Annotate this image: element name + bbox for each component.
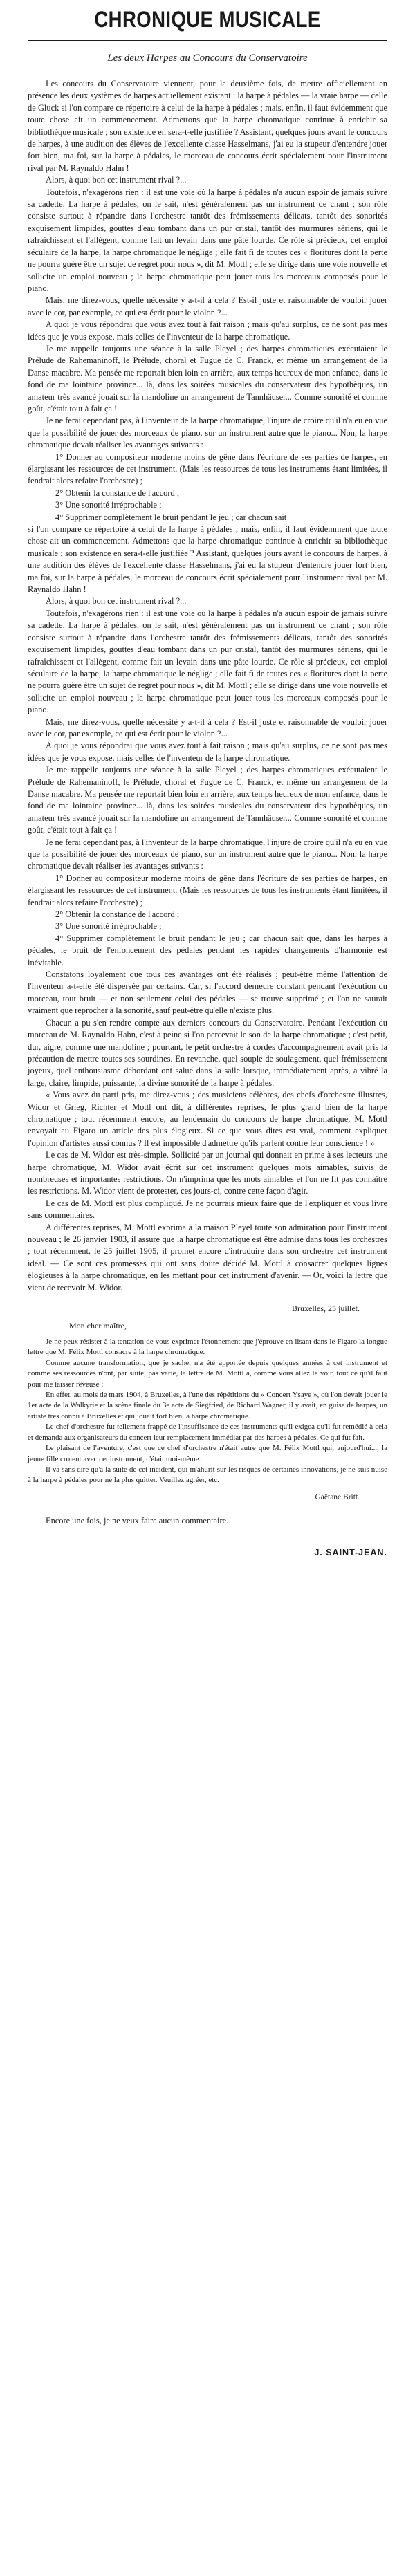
letter-body	[28, 1337, 387, 1486]
paragraph: Je ne ferai cependant pas, à l'inventeur de la harpe chromatique, l'injure de croire qu'il n'a eu en vue que la possibilité de jouer des morceaux de piano, sur un instrument autre que le piano... Non, la harpe chromatique devait réaliser les avantages suivants :	[28, 416, 387, 450]
paragraph: Le cas de M. Widor est très-simple. Sollicité par un journal qui donnait en prime à ses lecteurs une harpe chromatique, M. Widor avait écrit sur cet instrument quelques mots aimables, suivis de nombreuses et importantes restrictions. On n'imprima que les mots aimables et l'on ne fit pas connaître les restrictions. M. Widor vient de protester, ces jours-ci, contre cette façon d'agir.	[28, 1150, 387, 1196]
letter-paragraph: Je ne peux résister à la tentation de vous exprimer l'étonnement que j'éprouve en lisant dans le Figaro la longue lettre que M. Félix Mottl consacre à la harpe chromatique.	[28, 1337, 387, 1357]
closing-line: Encore une fois, je ne veux faire aucun commentaire.	[46, 1515, 229, 1526]
paragraph: Mais, me direz-vous, quelle nécessité y a-t-il à cela ? Est-il juste et raisonnable de vouloir jouer avec le cor, par exemple, ce qui est écrit pour le violon ?...	[28, 716, 387, 739]
page-title: CHRONIQUE MUSICALE	[94, 7, 321, 32]
letter-salutation: Mon cher maître,	[69, 1321, 127, 1331]
list-item: 4° Supprimer complètement le bruit pendant le jeu ; car chacun sait	[55, 512, 287, 522]
paragraph: Je me rappelle toujours une séance à la salle Pleyel ; des harpes chromatiques exécutaient le Prélude de Rahemaninoff, le Prélude, choral et Fugue de C. Franck, et même un arrangement de la Danse macabre. Ma pensée me reportait bien loin en arrière, aux temps heureux de mon enfance, dans le fond de ma lointaine province... là, dans les soirées musicales du conservateur des hypothèques, un amateur très avancé jouait sur la mandoline un arrangement de Tannhäuser... Comme sonorité et comme goût, c'était tout à fait ça !	[28, 765, 387, 835]
list-item: 1° Donner au compositeur moderne moins de gêne dans l'écriture de ses parties de harpes, en élargissant les ressources de cet instrument. (Mais les ressources de tous les instruments étant limitées, il fendrait alors refaire l'orchestre) ;	[28, 873, 387, 907]
paragraph: Toutefois, n'exagérons rien : il est une voie où la harpe à pédales n'a aucun espoir de jamais suivre sa cadette. La harpe à pédales, on le sait, n'est généralement pas un instrument de chant ; son rôle consiste surtout à répandre dans l'orchestre tantôt des frémissements délicats, tantôt des sonorités exquisement limpides, gouttes d'eau tombant dans un pur cristal, tantôt des murmures aériens, qui le rafraîchissent et l'allègent, comme fait un levain dans une pâte lourde. Ce rôle si précieux, cet emploi séculaire de la harpe, la harpe chromatique le néglige ; elle fait fi de toutes ces « floritures dont la perte ne pourra guère être un sujet de regret pour nous », dit M. Mottl ; elle se dirige dans une voie nouvelle et sollicite un emploi nouveau ; la harpe chromatique peut jouer tous les morceaux composés pour le piano.	[28, 187, 387, 293]
paragraph: Le cas de M. Mottl est plus compliqué. Je ne pourrais mieux faire que de l'expliquer et vous livre sans commentaires.	[28, 1198, 387, 1221]
paragraph: Constatons loyalement que tous ces avantages ont été réalisés ; peut-être même l'attention de l'inventeur a-t-elle été dispersée par certains. Car, si l'accord demeure constant pendant l'exécution du morceau, tout bruit — et non seulement celui des pédales — se trouve supprimé ; et l'on ne saurait vraiment que reprocher à la sonorité, sauf peut-être qu'elle n'existe plus.	[28, 970, 387, 1016]
paragraph: Je me rappelle toujours une séance à la salle Pleyel ; des harpes chromatiques exécutaient le Prélude de Rahemaninoff, le Prélude, choral et Fugue de C. Franck, et même un arrangement de la Danse macabre. Ma pensée me reportait bien loin en arrière, aux temps heureux de mon enfance, dans le fond de ma lointaine province... là, dans les soirées musicales du conservateur des hypothèques, un amateur très avancé jouait sur la mandoline un arrangement de Tannhäuser... Comme sonorité et comme goût, c'était tout à fait ça !	[28, 343, 387, 414]
paragraph: A quoi je vous répondrai que vous avez tout à fait raison ; mais qu'au surplus, ce ne sont pas mes idées que je vous expose, mais celles de l'inventeur de la harpe chromatique.	[28, 319, 387, 342]
list-item: 2° Obtenir la constance de l'accord ;	[55, 909, 180, 920]
paragraph: A différentes reprises, M. Mottl exprima à la maison Pleyel toute son admiration pour l'instrument nouveau ; le 26 janvier 1903, il assure que la harpe chromatique est être admise dans tous les orchestres ; tout récemment, le 25 juillet 1905, il promet encore d'introduire dans son orchestre cet instrument idéal. — Ce sont ces promesses qui ont sans doute décidé M. Mottl à consacrer quelques lignes élogieuses à la harpe chromatique, en les mettant pour cet instrument d'avenir. — Or, voici la lettre que vient de recevoir M. Widor.	[28, 1222, 387, 1292]
list-item: 3° Une sonorité irréprochable ;	[55, 921, 162, 932]
letter-paragraph: Comme aucune transformation, que je sache, n'a été apportée depuis quelques années à cet instrument et comme ses ressources n'ont, par suite, pas varié, la lettre de M. Mottl a, comme vous allez le voir, tout ce qu'il faut pour me laisser rêveuse :	[28, 1358, 387, 1389]
paragraph: Les concours du Conservatoire viennent, pour la deuxième fois, de mettre officiellement en présence les deux systèmes de harpes actuellement existant : la harpe à pédales — la vraie harpe — celle de Gluck si l'on compare ce répertoire à celui de la harpe à pédales ; mais, enfin, il faut évidemment que toute chose ait un commencement. Admettons que la harpe chromatique continue à enrichir sa bibliothèque musicale ; son existence en sera-t-elle justifiée ? Assistant, quelques jours avant le concours de harpes, à une audition des élèves de l'excellente classe Hasselmans, j'ai eu la stupeur d'entendre jouer fort bien, ma foi, sur la harpe à pédales, le morceau de concours écrit spécialement pour l'instrument rival par M. Raynaldo Hahn !	[28, 79, 387, 173]
list-item: 3° Une sonorité irréprochable ;	[55, 500, 162, 510]
paragraph: A quoi je vous répondrai que vous avez tout à fait raison ; mais qu'au surplus, ce ne sont pas mes idées que je vous expose, mais celles de l'inventeur de la harpe chromatique.	[28, 741, 387, 763]
paragraph: Alors, à quoi bon cet instrument rival ?...	[46, 596, 187, 606]
letter-paragraph: En effet, au mois de mars 1904, à Bruxelles, à l'une des répétitions du « Concert Ysaye », où l'on devait jouer le 1er acte de la Walkyrie et la scène finale du 3e acte de Siegfried, de Richard Wagner, il y avait, en guise de harpes, un artiste très connu à Bruxelles et qui jouait fort bien la harpe chromatique.	[28, 1391, 387, 1420]
list-item: 4° Supprimer complètement le bruit pendant le jeu ; car chacun sait que, dans les harpes à pédales, le bruit de l'enfoncement des pédales pendant les rapides changements d'harmonie est inévitable.	[28, 933, 387, 967]
page-subtitle: Les deux Harpes au Concours du Conservatoire	[107, 53, 308, 64]
paragraph: si l'on compare ce répertoire à celui de la harpe à pédales ; mais, enfin, il faut évidemment que toute chose ait un commencement. Admettons que la harpe chromatique continue à enrichir sa bibliothèque musicale ; son existence en sera-t-elle justifiée ? Assistant, quelques jours avant le concours de harpes, à une audition des élèves de l'excellente classe Hasselmans, j'ai eu la stupeur d'entendre jouer fort bien, ma foi, sur la harpe à pédales, le morceau de concours écrit spécialement pour l'instrument rival par M. Raynaldo Hahn !	[28, 524, 387, 595]
letter-paragraph: Il va sans dire qu'à la suite de cet incident, qui m'ahurit sur les risques de certaines innovations, je ne suis nuise à la harpe à pédales pour ne la plus quitter. Veuillez agréer, etc.	[28, 1465, 387, 1485]
list-item: 2° Obtenir la constance de l'accord ;	[55, 488, 180, 498]
article-body	[28, 78, 387, 1294]
letter-paragraph: Le plaisant de l'aventure, c'est que ce chef d'orchestre n'était autre que M. Félix Mottl qui, aujourd'hui..., la jeune fille croient avec cet instrument, c'était moi-même.	[28, 1444, 387, 1463]
letter-paragraph: Le chef d'orchestre fut tellement frappé de l'insuffisance de ces instruments qu'il exigea qu'il fut remédié à cela et demanda aux organisateurs du concert leur remplacement immédiat par des harpes à pédales. Ce qui fut fait.	[28, 1423, 387, 1442]
letter-dateline: Bruxelles, 25 juillet.	[292, 1304, 360, 1314]
paragraph: Toutefois, n'exagérons rien : il est une voie où la harpe à pédales n'a aucun espoir de jamais suivre sa cadette. La harpe à pédales, on le sait, n'est généralement pas un instrument de chant ; son rôle consiste surtout à répandre dans l'orchestre tantôt des frémissements délicats, tantôt des sonorités exquisement limpides, gouttes d'eau tombant dans un pur cristal, tantôt des murmures aériens, qui le rafraîchissent et l'allègent, comme fait un levain dans une pâte lourde. Ce rôle si précieux, cet emploi séculaire de la harpe, la harpe chromatique le néglige ; elle fait fi de toutes ces « floritures dont la perte ne pourra guère être un sujet de regret pour nous », dit M. Mottl ; elle se dirige dans une voie nouvelle et sollicite un emploi nouveau ; la harpe chromatique peut jouer tous les morceaux composés pour le piano.	[28, 608, 387, 715]
author-signature: J. SAINT-JEAN.	[314, 1548, 387, 1558]
paragraph: Alors, à quoi bon cet instrument rival ?...	[46, 175, 187, 185]
list-item: 1° Donner au compositeur moderne moins de gêne dans l'écriture de ses parties de harpes, en élargissant les ressources de cet instrument. (Mais les ressources de tous les instruments étant limitées, il fendrait alors refaire l'orchestre) ;	[28, 452, 387, 486]
paragraph: « Vous avez du parti pris, me direz-vous ; des musiciens célèbres, des chefs d'orchestre illustres, Widor et Grieg, Richter et Mottl ont dit, à différentes reprises, le plus grand bien de la harpe chromatique ; tout récemment encore, au lendemain du concours de harpe chromatique, M. Mottl envoyait au Figaro un article des plus élogieux. Si ce que vous dites est vrai, comment expliquer l'opinion d'artistes aussi connus ? Il est impossible d'admettre qu'ils parlent contre leur conscience ! »	[28, 1090, 387, 1148]
letter-signature: Gaëtane Britt.	[315, 1492, 360, 1501]
paragraph: Chacun a pu s'en rendre compte aux derniers concours du Conservatoire. Pendant l'exécution du morceau de M. Raynaldo Hahn, c'est à peine si l'on percevait le son de la harpe chromatique ; c'est petit, dur, aigre, comme une mandoline ; pourtant, le petit orchestre à cordes d'accompagnement avait pris la précaution de mettre toutes ses sourdines. En revanche, quel souple de soulagement, quel frémissement joyeux, quel enthousiasme débordant ont salué dans la salle lorsque, immédiatement après, a vibré la large, claire, limpide, puissante, la divine sonorité de la harpe à pédales.	[28, 1017, 387, 1088]
paragraph: Je ne ferai cependant pas, à l'inventeur de la harpe chromatique, l'injure de croire qu'il n'a eu en vue que la possibilité de jouer des morceaux de piano, sur un instrument autre que le piano... Non, la harpe chromatique devait réaliser les avantages suivants :	[28, 837, 387, 871]
title-rule	[28, 40, 387, 41]
paragraph: Mais, me direz-vous, quelle nécessité y a-t-il à cela ? Est-il juste et raisonnable de vouloir jouer avec le cor, par exemple, ce qui est écrit pour le violon ?...	[28, 295, 387, 317]
